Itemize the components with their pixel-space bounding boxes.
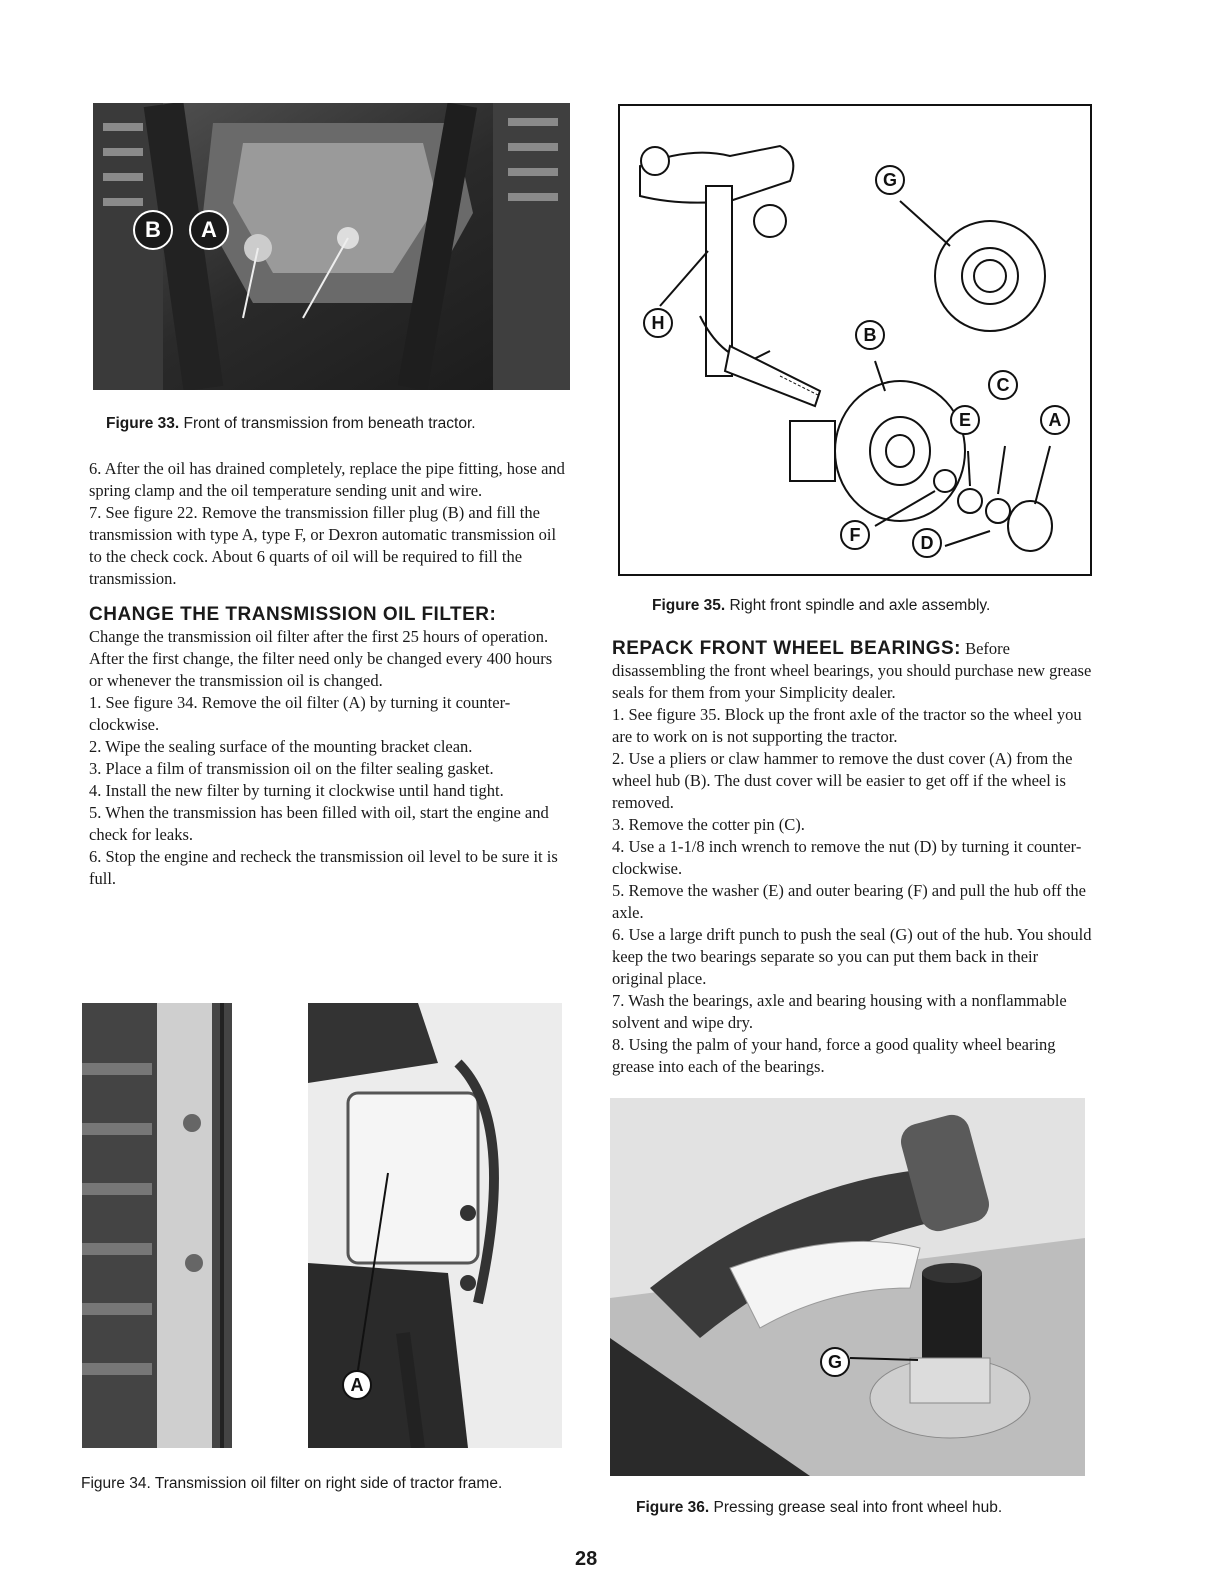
bearing-step-3: 3. Remove the cotter pin (C).: [612, 815, 805, 834]
fig33-callout-b: B: [133, 210, 173, 250]
bearing-step-2: 2. Use a pliers or claw hammer to remove the dust cover (A) from the wheel hub (B). The dust cover will be easier to get off if the wheel is removed.: [612, 749, 1073, 812]
frame-photo-illustration: [82, 1003, 232, 1448]
fig35-callout-c: C: [988, 370, 1018, 400]
bearing-step-6: 6. Use a large drift punch to push the seal (G) out of the hub. You should keep the two bearings separate so you can put them back in their original place.: [612, 925, 1092, 988]
right-column-text: [612, 638, 1092, 1078]
filter-step-3: 3. Place a film of transmission oil on the filter sealing gasket.: [89, 759, 494, 778]
bearing-step-8: 8. Using the palm of your hand, force a good quality wheel bearing grease into each of the bearings.: [612, 1035, 1056, 1076]
fig35-callout-a: A: [1040, 405, 1070, 435]
intro-step-7: 7. See figure 22. Remove the transmission filler plug (B) and fill the transmission with type A, type F, or Dexron automatic transmission oil to the check cock. About 6 quarts of oil will be required to fill the transmission.: [89, 503, 557, 588]
figure-36-label: Figure 36.: [636, 1499, 710, 1516]
figure-35-caption-text: Right front spindle and axle assembly.: [725, 597, 991, 614]
filter-step-1: 1. See figure 34. Remove the oil filter (A) by turning it counter-clockwise.: [89, 693, 511, 734]
fig35-callout-b: B: [855, 320, 885, 350]
filter-section-heading: CHANGE THE TRANSMISSION OIL FILTER:: [89, 604, 497, 625]
figure-33-caption: [106, 414, 576, 434]
page-number: 28: [575, 1548, 598, 1570]
figure-33-caption-text: Front of transmission from beneath tractor.: [179, 415, 476, 432]
figure-33-photo: [93, 103, 570, 390]
filter-step-2: 2. Wipe the sealing surface of the mounting bracket clean.: [89, 737, 473, 756]
figure-35-label: Figure 35.: [652, 597, 726, 614]
bearing-section-intro-line: [612, 638, 1092, 704]
bearing-section-heading: REPACK FRONT WHEEL BEARINGS:: [612, 638, 961, 659]
fig34-callout-a: A: [342, 1370, 372, 1400]
filter-step-6: 6. Stop the engine and recheck the transmission oil level to be sure it is full.: [89, 847, 558, 888]
figure-34-label: Figure 34.: [81, 1475, 151, 1492]
figure-34-caption-text: Transmission oil filter on right side of tractor frame.: [150, 1475, 503, 1492]
figure-33-label: Figure 33.: [106, 415, 180, 432]
left-column-text: [89, 458, 569, 890]
grease-seal-press-illustration: [610, 1098, 1085, 1476]
fig36-callout-g: G: [820, 1347, 850, 1377]
bearing-step-7: 7. Wash the bearings, axle and bearing housing with a nonflammable solvent and wipe dry.: [612, 991, 1067, 1032]
filter-section-intro: Change the transmission oil filter after the first 25 hours of operation. After the first change, the filter need only be changed every 400 hours or whenever the transmission oil is changed.: [89, 627, 553, 690]
filter-step-4: 4. Install the new filter by turning it clockwise until hand tight.: [89, 781, 504, 800]
figure-34-photo-left: [82, 1003, 232, 1448]
figure-35-caption: [652, 596, 1092, 616]
fig35-callout-g: G: [875, 165, 905, 195]
bearing-step-1: 1. See figure 35. Block up the front axle of the tractor so the wheel you are to work on is not supporting the tractor.: [612, 705, 1082, 746]
fig35-callout-e: E: [950, 405, 980, 435]
figure-36-caption-text: Pressing grease seal into front wheel hub.: [709, 1499, 1003, 1516]
fig35-callout-d: D: [912, 528, 942, 558]
transmission-photo-illustration: [93, 103, 570, 390]
intro-step-6: 6. After the oil has drained completely, replace the pipe fitting, hose and spring clamp and the oil temperature sending unit and wire.: [89, 459, 565, 500]
bearing-section-intro: Before disassembling the front wheel bearings, you should purchase new grease seals for them from your Simplicity dealer.: [612, 639, 1092, 702]
figure-36-photo: [610, 1098, 1085, 1476]
filter-step-5: 5. When the transmission has been filled with oil, start the engine and check for leaks.: [89, 803, 549, 844]
bearing-step-5: 5. Remove the washer (E) and outer bearing (F) and pull the hub off the axle.: [612, 881, 1086, 922]
fig35-callout-h: H: [643, 308, 673, 338]
bearing-step-4: 4. Use a 1-1/8 inch wrench to remove the nut (D) by turning it counter-clockwise.: [612, 837, 1082, 878]
figure-34-caption: [81, 1474, 571, 1494]
figure-36-caption: [636, 1498, 1086, 1518]
fig35-callout-f: F: [840, 520, 870, 550]
fig33-callout-a: A: [189, 210, 229, 250]
